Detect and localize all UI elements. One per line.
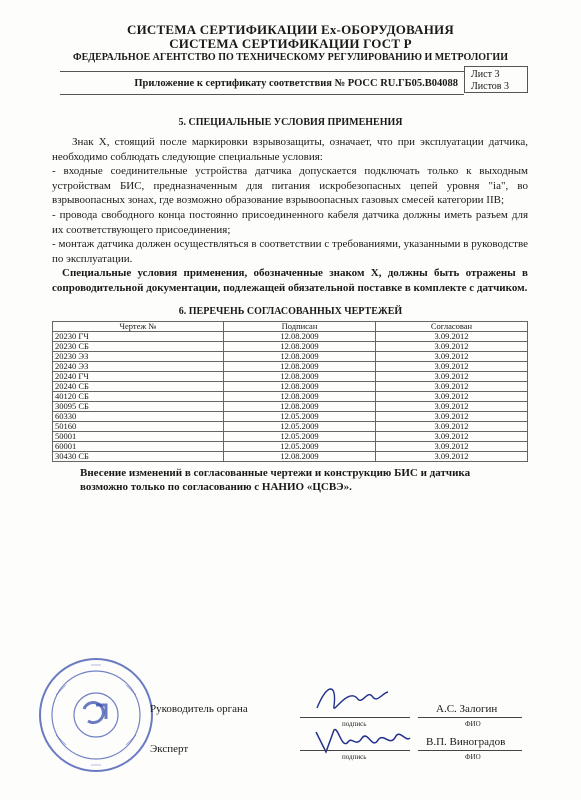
cell-drawing: 20240 ЭЗ [53, 362, 224, 372]
cell-signed: 12.05.2009 [224, 422, 376, 432]
head-sign-line [300, 717, 410, 718]
appendix-title: Приложение к сертификату соответствия № РОСС RU.ГБ05.В04088 [134, 78, 458, 89]
cell-drawing: 30430 СБ [53, 452, 224, 462]
cell-signed: 12.08.2009 [224, 362, 376, 372]
cell-signed: 12.08.2009 [224, 382, 376, 392]
expert-fio-line [418, 750, 522, 751]
section5-item-2: - провода свободного конца постоянно присоединенного кабеля датчика должны иметь разъем для их соответствующего присоединения; [52, 209, 528, 236]
section5-item-3: - монтаж датчика должен осуществляться в соответствии с требованиями, указанными в руководстве по эксплуатации. [52, 238, 528, 265]
cell-drawing: 20230 СБ [53, 342, 224, 352]
table-row [53, 412, 528, 422]
table-header-row [53, 322, 528, 332]
col-header-signed: Подписан [224, 322, 376, 332]
table-row [53, 382, 528, 392]
cell-approved: 3.09.2012 [376, 452, 528, 462]
drawings-table [52, 321, 528, 462]
cell-drawing: 20230 ГЧ [53, 332, 224, 342]
section5-intro: Знак X, стоящий после маркировки взрывозащиты, означает, что при эксплуатации датчика, необходимо соблюдать следующие специальные условия: [52, 136, 528, 163]
head-signature [312, 678, 392, 718]
cell-drawing: 30095 СБ [53, 402, 224, 412]
cell-approved: 3.09.2012 [376, 422, 528, 432]
expert-fio-caption: ФИО [465, 753, 481, 761]
cell-signed: 12.08.2009 [224, 332, 376, 342]
table-row [53, 342, 528, 352]
table-row [53, 372, 528, 382]
cell-signed: 12.08.2009 [224, 452, 376, 462]
head-label: Руководитель органа [150, 703, 248, 715]
cell-signed: 12.08.2009 [224, 372, 376, 382]
table-row [53, 392, 528, 402]
cell-approved: 3.09.2012 [376, 382, 528, 392]
cell-approved: 3.09.2012 [376, 402, 528, 412]
cell-signed: 12.08.2009 [224, 352, 376, 362]
table-row [53, 402, 528, 412]
section5-note: Специальные условия применения, обозначенные знаком X, должны быть отражены в сопроводительной документации, подлежащей обязательной поставке в комплекте с датчиком. [52, 267, 528, 294]
appendix-title-bar [60, 71, 464, 95]
cell-signed: 12.08.2009 [224, 392, 376, 402]
section6-heading: 6. ПЕРЕЧЕНЬ СОГЛАСОВАННЫХ ЧЕРТЕЖЕЙ [178, 306, 403, 317]
sheet-box [464, 66, 528, 93]
cell-signed: 12.08.2009 [224, 402, 376, 412]
head-fio-line [418, 717, 522, 718]
expert-sign-line [300, 750, 410, 751]
cell-approved: 3.09.2012 [376, 332, 528, 342]
header-line-3: ФЕДЕРАЛЬНОЕ АГЕНТСТВО ПО ТЕХНИЧЕСКОМУ РЕГУЛИРОВАНИЮ И МЕТРОЛОГИИ [73, 52, 508, 63]
cell-drawing: 40120 СБ [53, 392, 224, 402]
sheets-total: Листов 3 [471, 81, 510, 92]
table-row [53, 432, 528, 442]
col-header-approved: Согласован [376, 322, 528, 332]
cell-drawing: 60001 [53, 442, 224, 452]
table-row [53, 352, 528, 362]
document-header [0, 23, 581, 64]
head-name: А.С. Залогин [436, 703, 498, 715]
cell-signed: 12.05.2009 [224, 432, 376, 442]
sheet-number: Лист 3 [471, 69, 500, 80]
table-row [53, 422, 528, 432]
section5-item-1: - входные соединительные устройства датчика допускается подключать только к выходным устройствам БИС, предназначенным для питания искробезопасных цепей уровня "ia", во взрывоопасных зонах, где возможно образование взрывоопасных газовых смесей категории IIВ; [52, 165, 528, 206]
cell-drawing: 50160 [53, 422, 224, 432]
cell-drawing: 50001 [53, 432, 224, 442]
cell-approved: 3.09.2012 [376, 362, 528, 372]
col-header-drawing: Чертеж № [53, 322, 224, 332]
expert-label: Эксперт [150, 743, 189, 755]
cell-approved: 3.09.2012 [376, 442, 528, 452]
cell-drawing: 20230 ЭЗ [53, 352, 224, 362]
cell-approved: 3.09.2012 [376, 372, 528, 382]
header-line-2: СИСТЕМА СЕРТИФИКАЦИИ ГОСТ Р [169, 36, 412, 51]
cell-drawing: 60330 [53, 412, 224, 422]
cell-approved: 3.09.2012 [376, 342, 528, 352]
cell-approved: 3.09.2012 [376, 392, 528, 402]
expert-sign-caption: подпись [342, 753, 367, 761]
cell-signed: 12.08.2009 [224, 342, 376, 352]
table-row [53, 452, 528, 462]
table-row [53, 442, 528, 452]
header-line-1: СИСТЕМА СЕРТИФИКАЦИИ Ex-ОБОРУДОВАНИЯ [127, 22, 454, 37]
head-fio-caption: ФИО [465, 720, 481, 728]
cell-signed: 12.05.2009 [224, 412, 376, 422]
expert-name: В.П. Виноградов [426, 736, 506, 748]
table-row [53, 332, 528, 342]
drawings-table-body [53, 332, 528, 462]
cell-approved: 3.09.2012 [376, 412, 528, 422]
cell-drawing: 20240 СБ [53, 382, 224, 392]
head-sign-caption: подпись [342, 720, 367, 728]
section5-heading: 5. СПЕЦИАЛЬНЫЕ УСЛОВИЯ ПРИМЕНЕНИЯ [178, 117, 403, 128]
certification-stamp [36, 655, 156, 775]
section6-footer-note: Внесение изменений в согласованные чертежи и конструкцию БИС и датчика возможно только по согласованию с НАНИО «ЦСВЭ». [80, 467, 471, 493]
cell-drawing: 20240 ГЧ [53, 372, 224, 382]
cell-approved: 3.09.2012 [376, 432, 528, 442]
cell-signed: 12.05.2009 [224, 442, 376, 452]
cell-approved: 3.09.2012 [376, 352, 528, 362]
table-row [53, 362, 528, 372]
